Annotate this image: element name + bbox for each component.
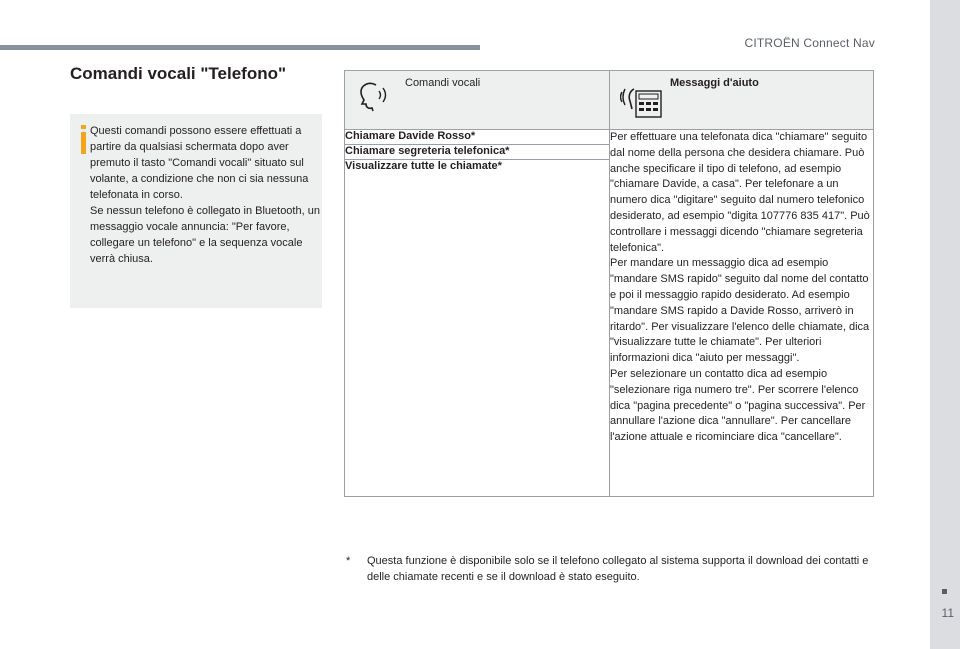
command-call-contact: Chiamare Davide Rosso* [345,130,610,145]
page-number: 11 [941,606,954,620]
top-bar [0,45,480,50]
header-voice-commands [345,71,610,130]
footnote-text: Questa funzione è disponibile solo se il telefono collegato al sistema supporta il download dei contatti e delle chiamate recenti e se il download è stato eseguito. [367,555,869,583]
page-title: Comandi vocali "Telefono" [70,64,287,83]
voice-command-icon [355,79,389,113]
command-call-voicemail: Chiamare segreteria telefonica* [345,145,610,160]
voice-commands-table [344,70,874,497]
info-box [70,114,322,308]
page-sidebar [930,0,960,649]
footnote-marker: * [346,555,351,567]
command-show-calls: Visualizzare tutte le chiamate* [345,160,610,497]
col1-header: Comandi vocali [405,77,481,89]
info-text: Questi comandi possono essere effettuati a partire da qualsiasi schermata dopo aver premuto il tasto "Comandi vocali" situato sul volante, a condizione che non ci sia nessuna telefonata in corso. Se nessun telefono è collegato in Bluetooth, un messaggio vocale annuncia: "Per favore, collegare un telefono" e la sequenza vocale verrà chiusa. [90,125,320,265]
brand-label: CITROËN Connect Nav [744,36,875,50]
help-text: Per effettuare una telefonata dica "chiamare" seguito dal nome della persona che desidera chiamare. Può anche specificare il tipo di telefono, ad esempio "chiamare Davide, a casa". Per telefonare a un numero dica "digitare" seguito dal numero telefonico desiderato, ad esempio "digita 107776 835 417". Può controllare i messaggi dicendo "chiamare segreteria telefonica". Per mandare un messaggio dica ad esempio "mandare SMS rapido" seguito dal nome del contatto e poi il messaggio rapido desiderato. Ad esempio "mandare SMS rapido a Davide Rosso, arriverò in ritardo". Per visualizzare l'elenco delle chiamate, dica "visualizzare tutte le chiamate". Per ulteriori informazioni dica "aiuto per messaggi". Per selezionare un contatto dica ad esempio "selezionare riga numero tre". Per scorrere l'elenco dica "pagina precedente" o "pagina successiva". Per annullare l'azione dica "annullare". Per cancellare l'azione attuale e ricominciare dica "cancellare". [610,130,874,497]
header-help-messages [610,71,874,130]
help-messages-icon [620,79,664,119]
page-marker [942,589,947,594]
col2-header: Messaggi d'aiuto [670,77,759,89]
